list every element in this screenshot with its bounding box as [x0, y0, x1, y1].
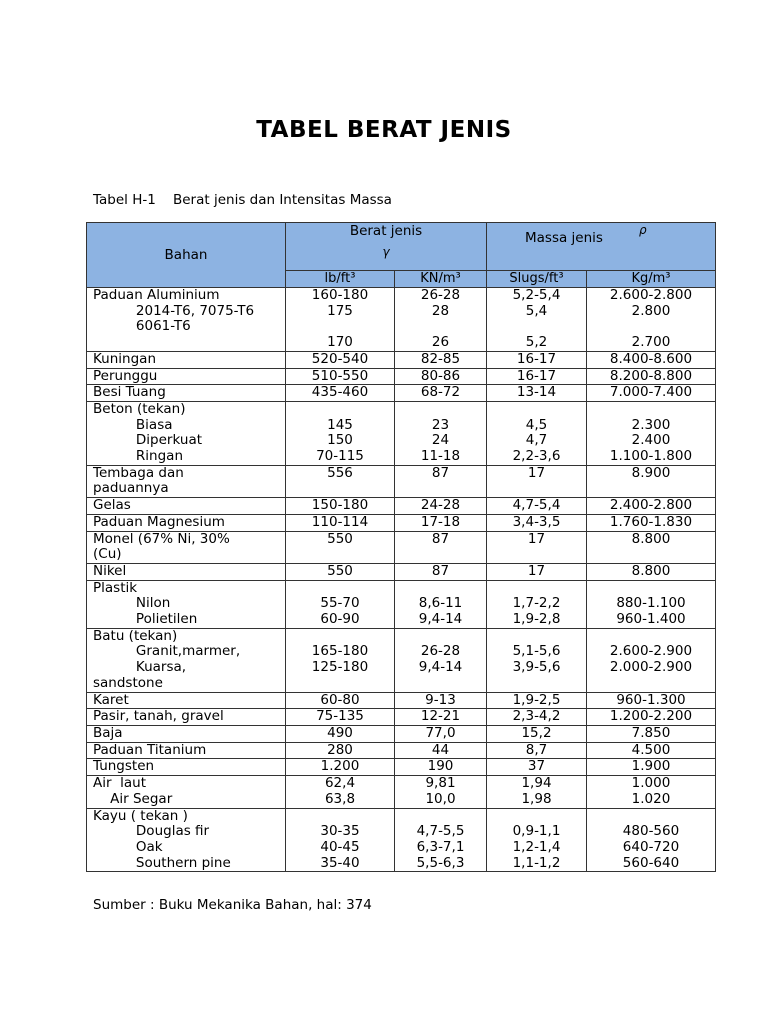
value: [487, 809, 586, 825]
value: 1.760-1.830: [609, 513, 693, 530]
value: 2.400: [631, 432, 671, 449]
table-row: [87, 368, 716, 385]
value: 10,0: [425, 790, 456, 807]
header-massa-jenis: [487, 223, 716, 271]
table-row: [87, 385, 716, 402]
value: 68-72: [420, 384, 461, 401]
material-name-line: Monel (67% Ni, 30%: [93, 530, 230, 547]
value-cell-kn-m3: [395, 692, 487, 709]
value-cell-kg-m3: [587, 580, 716, 628]
material-name-line: sandstone: [93, 674, 163, 691]
value: 1.020: [631, 790, 671, 807]
value-cell-slugs-ft3: [487, 692, 587, 709]
value: 77,0: [425, 724, 456, 741]
material-name-cell: [87, 580, 286, 628]
value-cell-kg-m3: [587, 288, 716, 352]
value-cell-lb-ft3: [286, 465, 395, 497]
value: [395, 629, 486, 645]
value-cell-slugs-ft3: [487, 514, 587, 531]
value: 3,4-3,5: [512, 513, 561, 530]
value: 190: [427, 758, 454, 775]
value: 170: [327, 334, 353, 351]
value: 23: [431, 416, 450, 433]
value: 26: [431, 334, 450, 351]
value: 5,2-5,4: [512, 287, 561, 303]
value: 8.900: [631, 464, 671, 481]
value-cell-kn-m3: [395, 465, 487, 497]
value: 87: [431, 464, 450, 481]
material-name-cell: [87, 465, 286, 497]
value: 550: [327, 530, 353, 547]
value: 75-135: [316, 708, 364, 725]
value-cell-lb-ft3: [286, 742, 395, 759]
value: [395, 581, 486, 597]
value-cell-lb-ft3: [286, 776, 395, 808]
value-cell-kg-m3: [587, 759, 716, 776]
value: 960-1.400: [616, 611, 686, 628]
value: [286, 319, 394, 335]
value: 2.300: [631, 416, 671, 433]
material-name-cell: [87, 401, 286, 465]
value: 490: [327, 724, 353, 741]
value: 640-720: [622, 838, 680, 855]
material-name-cell: [87, 368, 286, 385]
table-row: [87, 725, 716, 742]
header-berat-jenis: [286, 223, 487, 271]
table-row: [87, 776, 716, 808]
value: 26-28: [420, 287, 461, 303]
table-body: [87, 288, 716, 872]
value-cell-kn-m3: [395, 498, 487, 515]
value-cell-slugs-ft3: [487, 368, 587, 385]
value: 160-180: [311, 287, 369, 303]
material-name-line: Besi Tuang: [93, 384, 166, 401]
material-name-line: Beton (tekan): [93, 400, 186, 417]
material-name-cell: [87, 628, 286, 692]
value-cell-kn-m3: [395, 742, 487, 759]
value: [395, 319, 486, 335]
value: 880-1.100: [616, 595, 686, 612]
value-cell-kn-m3: [395, 288, 487, 352]
document-title: TABEL BERAT JENIS: [256, 117, 512, 143]
value: 5,2: [525, 334, 548, 351]
value-cell-slugs-ft3: [487, 498, 587, 515]
material-name-line: Gelas: [93, 497, 131, 514]
material-name-line: Diperkuat: [93, 432, 203, 449]
value-cell-kn-m3: [395, 385, 487, 402]
value-cell-slugs-ft3: [487, 808, 587, 872]
material-name-line: Plastik: [93, 579, 138, 596]
value: 80-86: [420, 367, 461, 384]
value-cell-kg-m3: [587, 368, 716, 385]
value: 28: [431, 302, 450, 319]
value: 1.900: [631, 758, 671, 775]
value-cell-kn-m3: [395, 759, 487, 776]
value-cell-slugs-ft3: [487, 288, 587, 352]
material-name-cell: [87, 725, 286, 742]
value-cell-slugs-ft3: [487, 385, 587, 402]
material-name-line: Baja: [93, 724, 123, 741]
material-name-cell: [87, 759, 286, 776]
value-cell-kn-m3: [395, 401, 487, 465]
value-cell-kn-m3: [395, 580, 487, 628]
value-cell-kg-m3: [587, 628, 716, 692]
value: 1.200-2.200: [609, 708, 693, 725]
value: [487, 629, 586, 645]
value: 5,5-6,3: [416, 854, 465, 871]
table-row: [87, 759, 716, 776]
material-name-cell: [87, 692, 286, 709]
table-row: [87, 580, 716, 628]
value-cell-kg-m3: [587, 531, 716, 563]
material-name-line: Polietilen: [93, 611, 198, 628]
value: 6,3-7,1: [416, 838, 465, 855]
value: 0,9-1,1: [512, 823, 561, 840]
value: 5,4: [525, 302, 548, 319]
value: 15,2: [521, 724, 552, 741]
value-cell-kg-m3: [587, 498, 716, 515]
header-berat-jenis-label: Berat jenis: [349, 223, 423, 239]
value: 60-90: [320, 611, 360, 628]
material-name-line: Tungsten: [93, 758, 155, 775]
value: 2.800: [631, 302, 671, 319]
value-cell-kn-m3: [395, 514, 487, 531]
header-massa-jenis-label: Massa jenis: [525, 230, 603, 246]
value: 110-114: [311, 513, 369, 530]
value: 44: [431, 741, 450, 758]
material-name-cell: [87, 385, 286, 402]
value: 2,2-3,6: [512, 448, 561, 465]
material-name-line: Pasir, tanah, gravel: [93, 708, 224, 725]
material-name-cell: [87, 776, 286, 808]
material-name-line: 6061-T6: [93, 318, 191, 335]
table-row: [87, 692, 716, 709]
value-cell-lb-ft3: [286, 692, 395, 709]
value: 2.600-2.800: [609, 287, 693, 303]
material-name-cell: [87, 531, 286, 563]
gamma-symbol: γ: [382, 245, 390, 259]
value: 7.000-7.400: [609, 384, 693, 401]
value: [487, 319, 586, 335]
value: 2,3-4,2: [512, 708, 561, 725]
value: 87: [431, 530, 450, 547]
value-cell-lb-ft3: [286, 628, 395, 692]
value: 37: [527, 758, 546, 775]
value: 9,4-14: [418, 659, 463, 676]
value: 1,1-1,2: [512, 854, 561, 871]
material-name-line: Oak: [93, 838, 163, 855]
value: 63,8: [324, 790, 356, 807]
density-table: [86, 222, 716, 872]
value-cell-lb-ft3: [286, 531, 395, 563]
value-cell-slugs-ft3: [487, 776, 587, 808]
value: 17: [527, 530, 546, 547]
value: 2.700: [631, 334, 671, 351]
value: 16-17: [516, 367, 557, 384]
value-cell-slugs-ft3: [487, 351, 587, 368]
value: 55-70: [320, 595, 360, 612]
value: 1,94: [521, 775, 552, 792]
value: [487, 581, 586, 597]
table-row: [87, 628, 716, 692]
value: 17-18: [420, 513, 461, 530]
value: [587, 809, 715, 825]
material-name-line: Batu (tekan): [93, 627, 178, 644]
material-name-cell: [87, 498, 286, 515]
value: 510-550: [311, 367, 369, 384]
material-name-cell: [87, 709, 286, 726]
value-cell-slugs-ft3: [487, 742, 587, 759]
value: [286, 809, 394, 825]
value-cell-kg-m3: [587, 385, 716, 402]
unit-kg-m3: Kg/m³: [587, 271, 716, 288]
unit-slugs-ft3: Slugs/ft³: [487, 271, 587, 288]
value-cell-lb-ft3: [286, 725, 395, 742]
value-cell-slugs-ft3: [487, 401, 587, 465]
table-row: [87, 465, 716, 497]
material-name-line: Paduan Titanium: [93, 741, 207, 758]
value: 30-35: [320, 823, 360, 840]
material-name-line: Douglas fir: [93, 823, 210, 840]
value-cell-kg-m3: [587, 742, 716, 759]
value-cell-slugs-ft3: [487, 580, 587, 628]
value-cell-kn-m3: [395, 368, 487, 385]
value-cell-lb-ft3: [286, 498, 395, 515]
value: 1.200: [320, 758, 360, 775]
value: [286, 629, 394, 645]
material-name-line: Karet: [93, 691, 129, 708]
value-cell-kg-m3: [587, 692, 716, 709]
value: 8.800: [631, 530, 671, 547]
material-name-line: Biasa: [93, 416, 173, 433]
value: 12-21: [420, 708, 461, 725]
value: 520-540: [311, 350, 369, 367]
value: [286, 402, 394, 418]
value: 24: [431, 432, 450, 449]
table-row: [87, 288, 716, 352]
value-cell-lb-ft3: [286, 580, 395, 628]
material-name-line: Kuarsa,: [93, 659, 187, 676]
value: [395, 809, 486, 825]
value-cell-lb-ft3: [286, 368, 395, 385]
value-cell-lb-ft3: [286, 514, 395, 531]
value: [587, 319, 715, 335]
material-name-line: 2014-T6, 7075-T6: [93, 302, 255, 319]
value-cell-kn-m3: [395, 563, 487, 580]
value-cell-kg-m3: [587, 808, 716, 872]
value: 9-13: [425, 691, 456, 708]
table-row: [87, 401, 716, 465]
value-cell-kg-m3: [587, 709, 716, 726]
value: 4,7-5,4: [512, 497, 561, 514]
value: 2.400-2.800: [609, 497, 693, 514]
value: 3,9-5,6: [512, 659, 561, 676]
table-row: [87, 563, 716, 580]
value: 145: [327, 416, 353, 433]
value: 150: [327, 432, 353, 449]
material-name-line: Paduan Magnesium: [93, 513, 225, 530]
value-cell-slugs-ft3: [487, 465, 587, 497]
material-name-line: Tembaga dan: [93, 464, 184, 481]
value: 35-40: [320, 854, 360, 871]
value: 4,5: [525, 416, 548, 433]
material-name-line: Nilon: [93, 595, 171, 612]
value-cell-kn-m3: [395, 808, 487, 872]
material-name-line: Ringan: [93, 448, 183, 465]
table-row: [87, 514, 716, 531]
value: 8,6-11: [418, 595, 463, 612]
value-cell-lb-ft3: [286, 808, 395, 872]
value: 70-115: [316, 448, 364, 465]
value-cell-slugs-ft3: [487, 563, 587, 580]
material-name-line: Kuningan: [93, 350, 156, 367]
unit-lb-ft3: lb/ft³: [286, 271, 395, 288]
value-cell-slugs-ft3: [487, 628, 587, 692]
value: 11-18: [420, 448, 461, 465]
table-caption: Tabel H-1 Berat jenis dan Intensitas Massa: [93, 192, 392, 208]
value-cell-kg-m3: [587, 776, 716, 808]
value: 560-640: [622, 854, 680, 871]
value: 8.400-8.600: [609, 350, 693, 367]
table-row: [87, 742, 716, 759]
value-cell-lb-ft3: [286, 351, 395, 368]
value: 87: [431, 562, 450, 579]
value-cell-kg-m3: [587, 563, 716, 580]
value-cell-kn-m3: [395, 531, 487, 563]
value: 17: [527, 464, 546, 481]
value-cell-kg-m3: [587, 465, 716, 497]
value: 16-17: [516, 350, 557, 367]
value-cell-kn-m3: [395, 725, 487, 742]
value: 960-1.300: [616, 691, 686, 708]
value: 13-14: [516, 384, 557, 401]
value: 1,98: [521, 790, 552, 807]
value: 2.600-2.900: [609, 643, 693, 660]
table-row: [87, 498, 716, 515]
value: 60-80: [320, 691, 360, 708]
value-cell-slugs-ft3: [487, 725, 587, 742]
value: 62,4: [324, 775, 356, 792]
header-bahan: Bahan: [87, 223, 286, 288]
value: 5,1-5,6: [512, 643, 561, 660]
value: 26-28: [420, 643, 461, 660]
value: 8.200-8.800: [609, 367, 693, 384]
value: 280: [327, 741, 353, 758]
value-cell-kn-m3: [395, 351, 487, 368]
value: 4,7-5,5: [416, 823, 465, 840]
material-name-line: Southern pine: [93, 854, 231, 871]
unit-kn-m3: KN/m³: [395, 271, 487, 288]
value-cell-slugs-ft3: [487, 759, 587, 776]
table-row: [87, 351, 716, 368]
value: 1,9-2,8: [512, 611, 561, 628]
value: [587, 629, 715, 645]
value: 550: [327, 562, 353, 579]
value: 1.100-1.800: [609, 448, 693, 465]
source-note: Sumber : Buku Mekanika Bahan, hal: 374: [93, 897, 372, 913]
material-name-cell: [87, 742, 286, 759]
value: 125-180: [311, 659, 369, 676]
value-cell-lb-ft3: [286, 759, 395, 776]
value: 1.000: [631, 775, 671, 792]
value-cell-kg-m3: [587, 351, 716, 368]
value-cell-kn-m3: [395, 776, 487, 808]
rho-symbol: ρ: [639, 223, 647, 237]
value-cell-kn-m3: [395, 628, 487, 692]
value: [286, 581, 394, 597]
value: 435-460: [311, 384, 369, 401]
value-cell-lb-ft3: [286, 288, 395, 352]
value-cell-lb-ft3: [286, 401, 395, 465]
value: 8,7: [525, 741, 548, 758]
value: 24-28: [420, 497, 461, 514]
value-cell-lb-ft3: [286, 709, 395, 726]
value: 150-180: [311, 497, 369, 514]
material-name-cell: [87, 808, 286, 872]
value-cell-kg-m3: [587, 401, 716, 465]
value: 165-180: [311, 643, 369, 660]
value-cell-slugs-ft3: [487, 709, 587, 726]
value: 1,9-2,5: [512, 691, 561, 708]
value: 8.800: [631, 562, 671, 579]
value: 7.850: [631, 724, 671, 741]
value-cell-kn-m3: [395, 709, 487, 726]
value: 4.500: [631, 741, 671, 758]
value-cell-kg-m3: [587, 725, 716, 742]
value: 82-85: [420, 350, 461, 367]
value: [395, 402, 486, 418]
material-name-cell: [87, 514, 286, 531]
table-row: [87, 808, 716, 872]
value: [587, 402, 715, 418]
material-name-cell: [87, 563, 286, 580]
value-cell-lb-ft3: [286, 563, 395, 580]
material-name-line: Nikel: [93, 562, 127, 579]
value: [587, 581, 715, 597]
material-name-line: (Cu): [93, 546, 122, 563]
table-row: [87, 531, 716, 563]
material-name-cell: [87, 351, 286, 368]
material-name-line: Granit,marmer,: [93, 643, 241, 660]
material-name-line: paduannya: [93, 480, 169, 497]
material-name-cell: [87, 288, 286, 352]
material-name-line: Air Segar: [93, 790, 173, 807]
value-cell-kg-m3: [587, 514, 716, 531]
value: 9,81: [425, 775, 456, 792]
value-cell-slugs-ft3: [487, 531, 587, 563]
value: [487, 402, 586, 418]
material-name-line: Kayu ( tekan ): [93, 807, 188, 824]
value: 9,4-14: [418, 611, 463, 628]
value: 40-45: [320, 838, 360, 855]
material-name-line: Perunggu: [93, 367, 158, 384]
value-cell-lb-ft3: [286, 385, 395, 402]
value: 2.000-2.900: [609, 659, 693, 676]
value: 1,7-2,2: [512, 595, 561, 612]
value: 480-560: [622, 823, 680, 840]
material-name-line: Paduan Aluminium: [93, 287, 220, 303]
value: 556: [327, 464, 353, 481]
value: 4,7: [525, 432, 548, 449]
value: 175: [327, 302, 353, 319]
value: 1,2-1,4: [512, 838, 561, 855]
value: 17: [527, 562, 546, 579]
material-name-line: Air laut: [93, 775, 146, 792]
table-row: [87, 709, 716, 726]
